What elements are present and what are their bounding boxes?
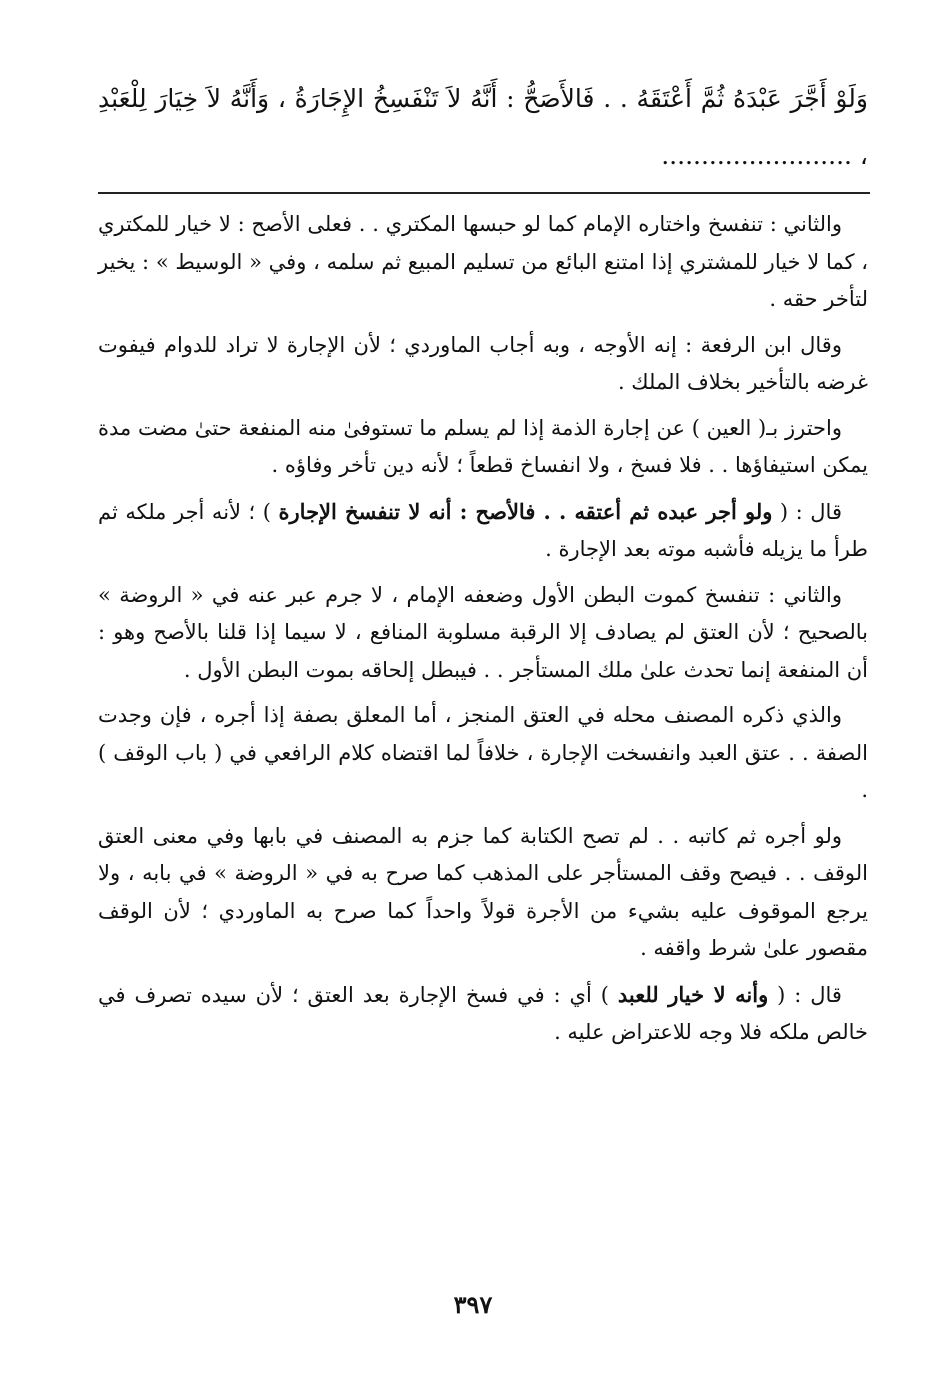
quote-explanation: ) أي : في فسخ الإجارة بعد العتق ؛ لأن سيده تصرف في خالص ملكه فلا وجه للاعتراض عليه .: [98, 982, 868, 1044]
commentary-paragraph-2: وقال ابن الرفعة : إنه الأوجه ، وبه أجاب الماوردي ؛ لأن الإجارة لا تراد للدوام فيفوت غرضه بالتأخير بخلاف الملك .: [98, 332, 868, 394]
matn-quote: وأنه لا خيار للعبد: [617, 981, 769, 1007]
matn-quote: ولو أجر عبده ثم أعتقه . . فالأصح : أنه لا تنفسخ الإجارة: [278, 498, 773, 524]
commentary-paragraph-8: [98, 976, 868, 1052]
commentary-paragraph-1: والثاني : تنفسخ واختاره الإمام كما لو حبسها المكتري . . فعلى الأصح : لا خيار للمكتري ، كما لا خيار للمشتري إذا امتنع البائع من تسليم المبيع ثم سلمه ، وفي « الوسيط » : يخير لتأخر حقه .: [98, 212, 868, 311]
commentary-paragraph-5: والثاني : تنفسخ كموت البطن الأول وضعفه الإمام ، لا جرم عبر عنه في « الروضة » بالصحيح ؛ لأن العتق لم يصادف إلا الرقبة مسلوبة المنافع ، لا سيما إذا قلنا بالأصح وهو : أن المنفعة إنما تحدث علىٰ ملك المستأجر . . فيبطل إلحاقه بموت البطن الأول .: [98, 582, 868, 682]
commentary-body: [98, 206, 868, 1060]
matn-text: [98, 70, 868, 184]
quote-explanation: ) ؛ لأنه أجر ملكه ثم طرأ ما يزيله فأشبه موته بعد الإجارة .: [98, 499, 868, 561]
matn-line: وَلَوْ أَجَّرَ عَبْدَهُ ثُمَّ أَعْتَقَهُ . . فَالأَصَحُّ : أَنَّهُ لاَ تَنْفَسِخُ الإِجَارَةُ ، وَأَنَّهُ لاَ خِيَارَ لِلْعَبْدِ ،: [98, 84, 868, 170]
commentary-paragraph-3: واحترز بـ( العين ) عن إجارة الذمة إذا لم يسلم ما تستوفىٰ منه المنفعة حتىٰ مضت مدة يمكن استيفاؤها . . فلا فسخ ، ولا انفساخ قطعاً ؛ لأنه دين تأخر وفاؤه .: [98, 415, 868, 477]
page-number: ٣٩٧: [453, 1290, 493, 1319]
commentary-paragraph-7: ولو أجره ثم كاتبه . . لم تصح الكتابة كما جزم به المصنف في بابها وفي معنى العتق الوقف . . فيصح وقف المستأجر على المذهب كما صرح به في « الروضة » في بابه ، ولا يرجع الموقوف عليه بشيء من الأجرة قولاً واحداً كما صرح به الماوردي ؛ لأن الوقف مقصور علىٰ شرط واقفه .: [98, 823, 868, 960]
matn-dots: ........................: [661, 141, 852, 170]
commentary-paragraph-4: [98, 493, 868, 569]
quote-intro: قال : (: [772, 499, 842, 524]
divider-line: [98, 192, 870, 194]
quote-intro: قال : (: [768, 982, 842, 1007]
commentary-paragraph-6: والذي ذكره المصنف محله في العتق المنجز ، أما المعلق بصفة إذا أجره ، فإن وجدت الصفة . . عتق العبد وانفسخت الإجارة ، خلافاً لما اقتضاه كلام الرافعي في ( باب الوقف ) .: [98, 703, 868, 802]
